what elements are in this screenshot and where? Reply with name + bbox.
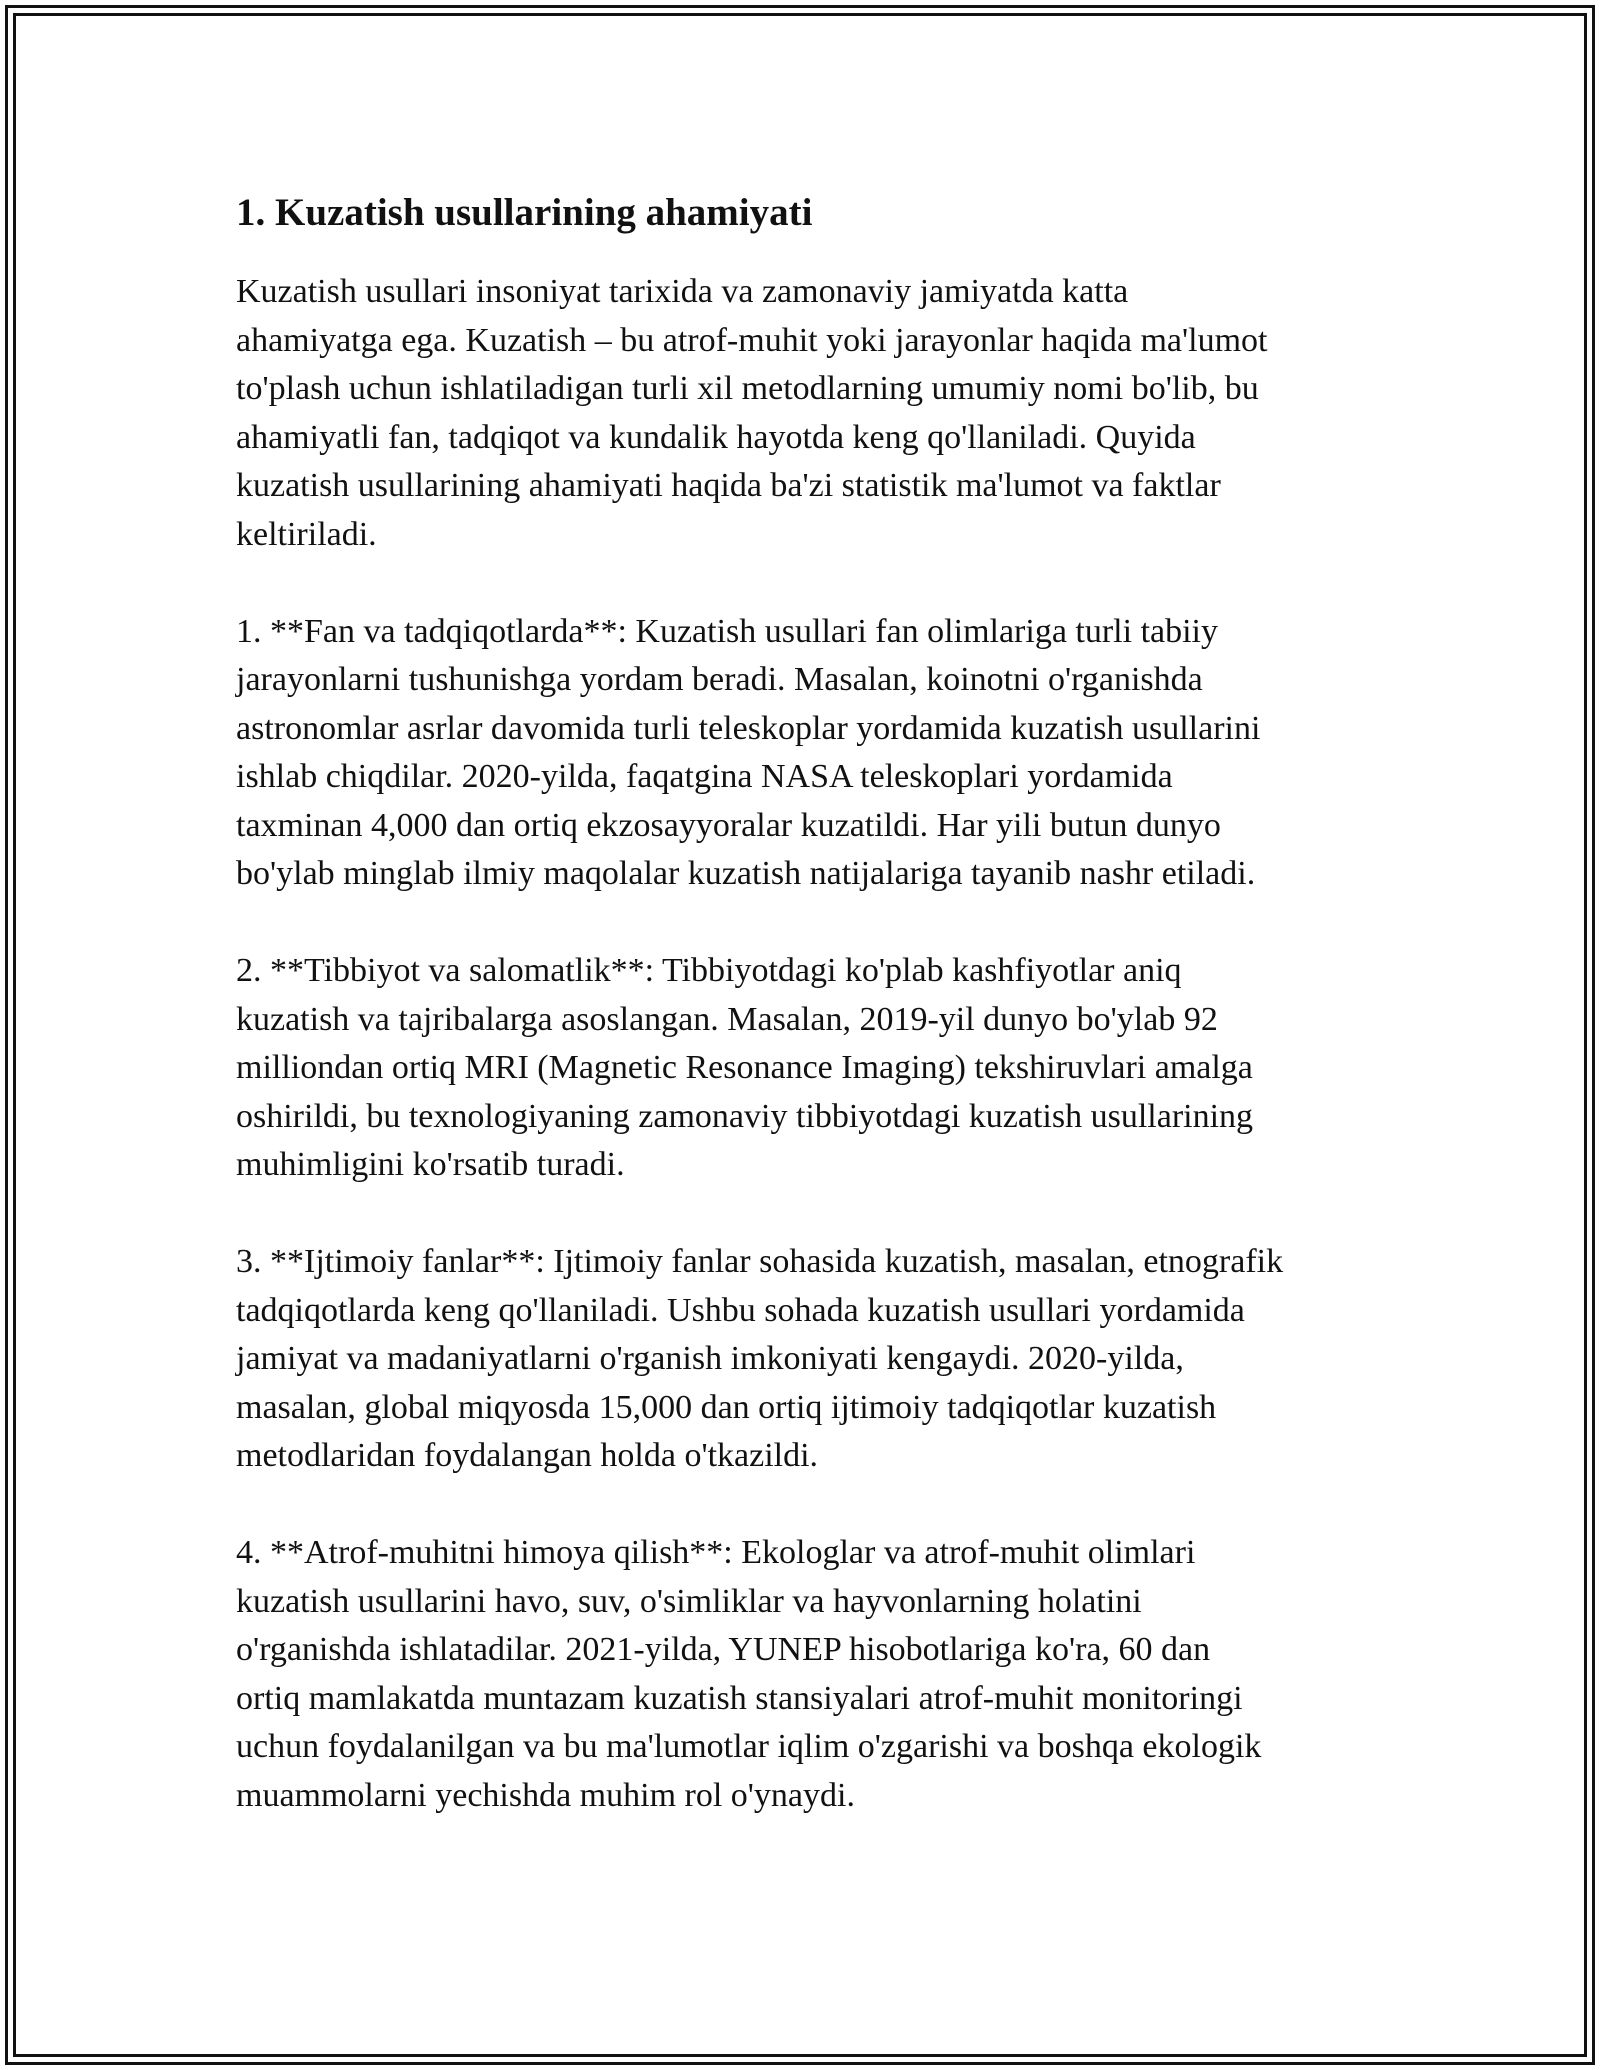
paragraph-environment: 4. **Atrof-muhitni himoya qilish**: Ekologlar va atrof-muhit olimlari kuzatish usullarini havo, suv, o'simliklar va hayvonlarning holatini o'rganishda ishlatadilar. 2021-yilda, YUNEP hisobotlariga ko'ra, 60 dan ortiq mamlakatda muntazam kuzatish stansiyalari atrof-muhit monitoringi uchun foydalanilgan va bu ma'lumotlar iqlim o'zgarishi va boshqa ekologik muammolarni yechishda muhim rol o'ynaydi.: [236, 1534, 1262, 1814]
document-body: [236, 188, 1376, 1869]
intro-paragraph: Kuzatish usullari insoniyat tarixida va zamonaviy jamiyatda katta ahamiyatga ega. Kuzatish – bu atrof-muhit yoki jarayonlar haqida ma'lumot to'plash uchun ishlatiladigan turli xil metodlarning umumiy nomi bo'lib, bu ahamiyatli fan, tadqiqot va kundalik hayotda keng qo'llaniladi. Quyida kuzatish usullarining ahamiyati haqida ba'zi statistik ma'lumot va faktlar keltiriladi.: [236, 273, 1268, 553]
paragraph-medicine: 2. **Tibbiyot va salomatlik**: Tibbiyotdagi ko'plab kashfiyotlar aniq kuzatish va tajribalarga asoslangan. Masalan, 2019-yil dunyo bo'ylab 92 milliondan ortiq MRI (Magnetic Resonance Imaging) tekshiruvlari amalga oshirildi, bu texnologiyaning zamonaviy tibbiyotdagi kuzatish usullarining muhimligini ko'rsatib turadi.: [236, 952, 1254, 1183]
section-heading: 1. Kuzatish usullarining ahamiyati: [236, 191, 813, 234]
paragraph-science: 1. **Fan va tadqiqotlarda**: Kuzatish usullari fan olimlariga turli tabiiy jarayonlarni tushunishga yordam beradi. Masalan, koinotni o'rganishda astronomlar asrlar davomida turli teleskoplar yordamida kuzatish usullarini ishlab chiqdilar. 2020-yilda, faqatgina NASA teleskoplari yordamida taxminan 4,000 dan ortiq ekzosayyoralar kuzatildi. Har yili butun dunyo bo'ylab minglab ilmiy maqolalar kuzatish natijalariga tayanib nashr etiladi.: [236, 612, 1261, 892]
paragraph-social-sciences: 3. **Ijtimoiy fanlar**: Ijtimoiy fanlar sohasida kuzatish, masalan, etnografik tadqiqotlarda keng qo'llaniladi. Ushbu sohada kuzatish usullari yordamida jamiyat va madaniyatlarni o'rganish imkoniyati kengaydi. 2020-yilda, masalan, global miqyosda 15,000 dan ortiq ijtimoiy tadqiqotlar kuzatish metodlaridan foydalangan holda o'tkazildi.: [236, 1243, 1284, 1474]
